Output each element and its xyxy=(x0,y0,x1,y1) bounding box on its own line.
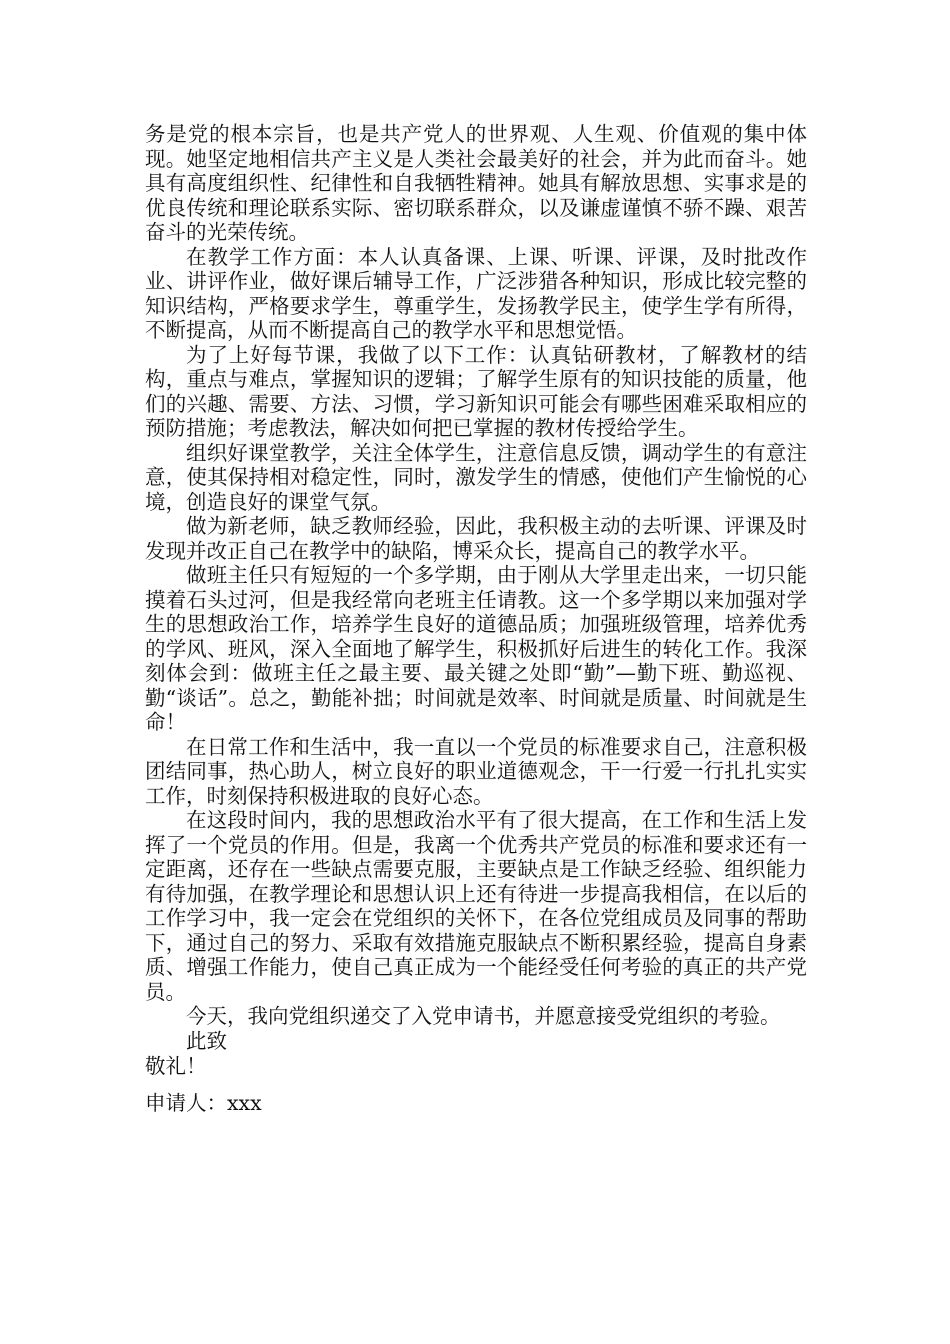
paragraph-8: 在这段时间内，我的思想政治水平有了很大提高，在工作和生活上发挥了一个党员的作用。但是，我离一个优秀共产党员的标准和要求还有一定距离，还存在一些缺点需要克服，主要缺点是工作缺乏经验、组织能力有待加强，在教学理论和思想认识上还有待进一步提高我相信，在以后的工作学习中，我一定会在党组织的关怀下，在各位党组成员及同事的帮助下，通过自己的努力、采取有效措施克服缺点不断积累经验，提高自身素质、增强工作能力，使自己真正成为一个能经受任何考验的真正的共产党员。 xyxy=(145,808,807,1004)
paragraph-4: 组织好课堂教学，关注全体学生，注意信息反馈，调动学生的有意注意，使其保持相对稳定性，同时，激发学生的情感，使他们产生愉悦的心境，创造良好的课堂气氛。 xyxy=(145,440,807,514)
paragraph-5: 做为新老师，缺乏教师经验，因此，我积极主动的去听课、评课及时发现并改正自己在教学中的缺陷，博采众长，提高自己的教学水平。 xyxy=(145,514,807,563)
signature-line: 申请人：xxx xyxy=(145,1090,262,1115)
paragraph-3: 为了上好每节课，我做了以下工作：认真钻研教材，了解教材的结构，重点与难点，掌握知识的逻辑；了解学生原有的知识技能的质量，他们的兴趣、需要、方法、习惯，学习新知识可能会有哪些困难采取相应的预防措施；考虑教法，解决如何把已掌握的教材传授给学生。 xyxy=(145,342,807,440)
paragraph-7: 在日常工作和生活中，我一直以一个党员的标准要求自己，注意积极团结同事，热心助人，树立良好的职业道德观念，干一行爱一行扎扎实实工作，时刻保持积极进取的良好心态。 xyxy=(145,734,807,808)
paragraph-9: 今天，我向党组织递交了入党申请书，并愿意接受党组织的考验。 xyxy=(186,1004,781,1028)
paragraph-6: 做班主任只有短短的一个多学期，由于刚从大学里走出来，一切只能摸着石头过河，但是我经常向老班主任请教。这一个多学期以来加强对学生的思想政治工作，培养学生良好的道德品质；加强班级管理，培养优秀的学风、班风，深入全面地了解学生，积极抓好后进生的转化工作。我深刻体会到：做班主任之最主要、最关键之处即“勤”—勤下班、勤巡视、勤“谈话”。总之，勤能补拙；时间就是效率、时间就是质量、时间就是生命！ xyxy=(145,563,807,734)
salutation-line: 敬礼！ xyxy=(145,1054,207,1078)
paragraph-2: 在教学工作方面：本人认真备课、上课、听课、评课，及时批改作业、讲评作业，做好课后辅导工作，广泛涉猎各种知识，形成比较完整的知识结构，严格要求学生，尊重学生，发扬教学民主，使学生学有所得，不断提高，从而不断提高自己的教学水平和思想觉悟。 xyxy=(145,244,807,342)
closing-line: 此致 xyxy=(186,1028,227,1053)
paragraph-1: 务是党的根本宗旨，也是共产党人的世界观、人生观、价值观的集中体现。她坚定地相信共产主义是人类社会最美好的社会，并为此而奋斗。她具有高度组织性、纪律性和自我牺牲精神。她具有解放思想、实事求是的优良传统和理论联系实际、密切联系群众，以及谦虚谨慎不骄不躁、艰苦奋斗的光荣传统。 xyxy=(145,122,807,244)
document-body xyxy=(145,122,807,1115)
